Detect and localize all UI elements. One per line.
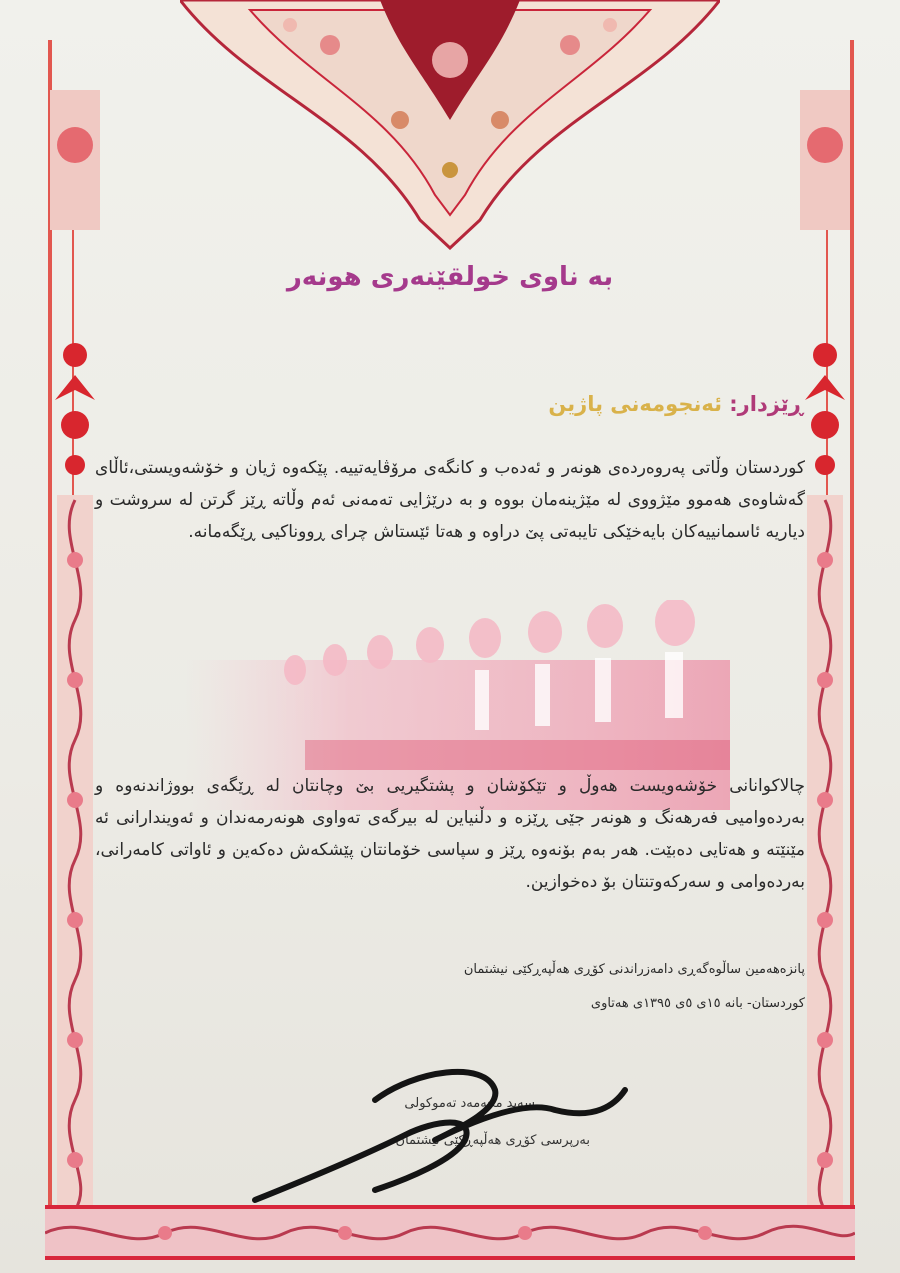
signer-name: سەید محەمەد تەموکولی (404, 1096, 535, 1111)
bottom-floral-border-icon (45, 1205, 855, 1260)
right-floral-border-icon (795, 90, 855, 1220)
recipient-line (548, 392, 803, 416)
recipient-name: ئەنجومەنی پاژین (548, 392, 722, 416)
top-floral-ornament-icon (180, 0, 720, 250)
body-paragraph-1: کوردستان وڵاتی پەروەردەی هونەر و ئەدەب و کانگەی مرۆڤایەتییە. پێکەوە ژیان و خۆشەویستی،ئاڵای گەشاوەی هەموو مێژووی لە مێژینەمان بووە و بە درێژایی تەمەنی ئەم وڵاتە ڕێز گرتن لە سروشت و دیاریە ئاسمانییەکان بایەخێکی تایبەتی پێ دراوە و هەتا ئێستاش چرای ڕووناکیی ڕێگەمانە. (95, 458, 805, 542)
left-floral-border-icon (45, 90, 105, 1220)
handwritten-signature (225, 1060, 645, 1210)
body-paragraph-2: چالاکوانانی خۆشەویست هەوڵ و تێکۆشان و پشتگیریی بێ وچانتان لە ڕێگەی بووژاندنەوە و بەردەوامیی فەرهەنگ و هونەر جێی ڕێزە و دڵنیاین لە بیرگەی تەواوی هونەرمەندان و ئەویندارانی ئە مێنێتە و هەتایی دەبێت. هەر بەم بۆنەوە ڕێز و سپاسی خۆمانتان پێشکەش دەکەین و ئاواتی کامەرانی، بەردەوامی و سەرکەوتنتان بۆ دەخوازین. (95, 776, 805, 892)
signer-title: بەرپرسی کۆڕی هەڵپەڕکێی نیشتمان (395, 1133, 590, 1148)
recipient-label: ڕێزدار: (729, 392, 803, 416)
place-date-line: کوردستان- بانە ١٥ی ٥ی ١٣٩٥ی هەتاوی (590, 996, 805, 1011)
certificate-heading: بە ناوی خولقێنەری هونەر (286, 262, 614, 292)
occasion-line: پانزەهەمین ساڵوەگەڕی دامەزراندنی کۆڕی هەڵپەڕکێی نیشتمان (463, 962, 805, 977)
